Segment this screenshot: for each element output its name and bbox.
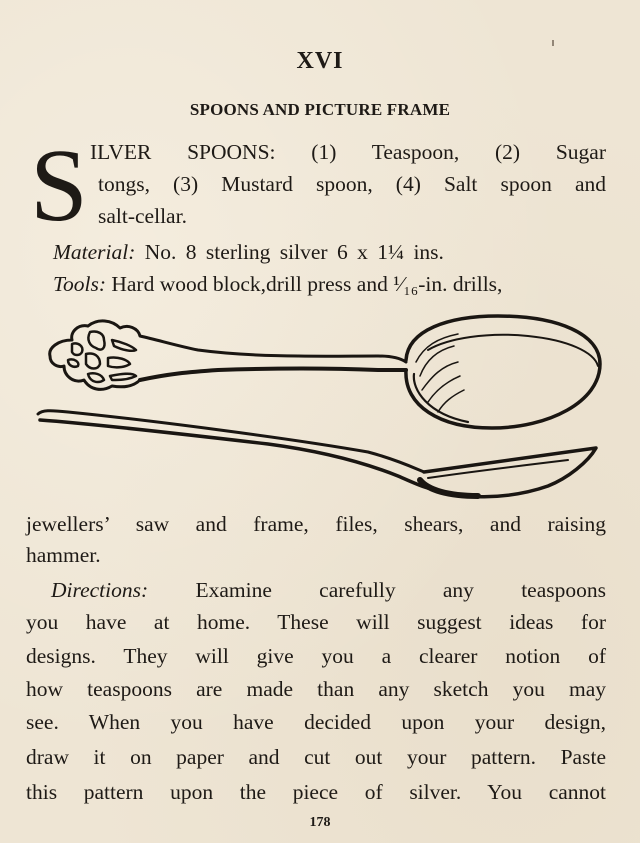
directions-text-0: Examine carefully any teaspoons xyxy=(195,578,607,602)
tools-continued-line-1: jewellers’ saw and frame, files, shears, and raising xyxy=(26,512,606,536)
material-text: No. 8 sterling silver 6 x 1¼ ins. xyxy=(144,240,444,264)
paper-speck xyxy=(552,40,554,46)
directions-line-5: see. When you have decided upon your design, xyxy=(26,710,606,734)
directions-line-1 xyxy=(51,580,606,602)
drop-cap: S xyxy=(30,128,88,243)
directions-line-6: draw it on paper and cut out your pattern. Paste xyxy=(26,745,606,769)
intro-line-1: ILVER SPOONS: (1) Teaspoon, (2) Sugar xyxy=(90,140,606,164)
material-label: Material: xyxy=(53,240,136,264)
page-number: 178 xyxy=(309,815,331,830)
spoons-illustration-icon xyxy=(28,310,608,510)
tools-label: Tools: xyxy=(53,272,106,296)
intro-line-2: tongs, (3) Mustard spoon, (4) Salt spoon and xyxy=(98,172,606,196)
directions-line-7: this pattern upon the piece of silver. You cannot xyxy=(26,780,606,804)
directions-line-3: designs. They will give you a clearer notion of xyxy=(26,644,606,668)
directions-line-2: you have at home. These will suggest ideas for xyxy=(26,610,606,634)
tools-line xyxy=(53,274,502,296)
chapter-title: SPOONS AND PICTURE FRAME xyxy=(189,100,451,119)
material-line xyxy=(53,242,444,264)
directions-line-4: how teaspoons are made than any sketch you may xyxy=(26,677,606,701)
intro-line-3: salt-cellar. xyxy=(98,204,187,228)
chapter-number: XVI xyxy=(296,48,344,74)
directions-label: Directions: xyxy=(51,578,149,602)
tools-text: Hard wood block,drill press and ¹⁄₁₆-in. drills, xyxy=(111,272,503,296)
tools-continued-line-2: hammer. xyxy=(26,543,101,567)
